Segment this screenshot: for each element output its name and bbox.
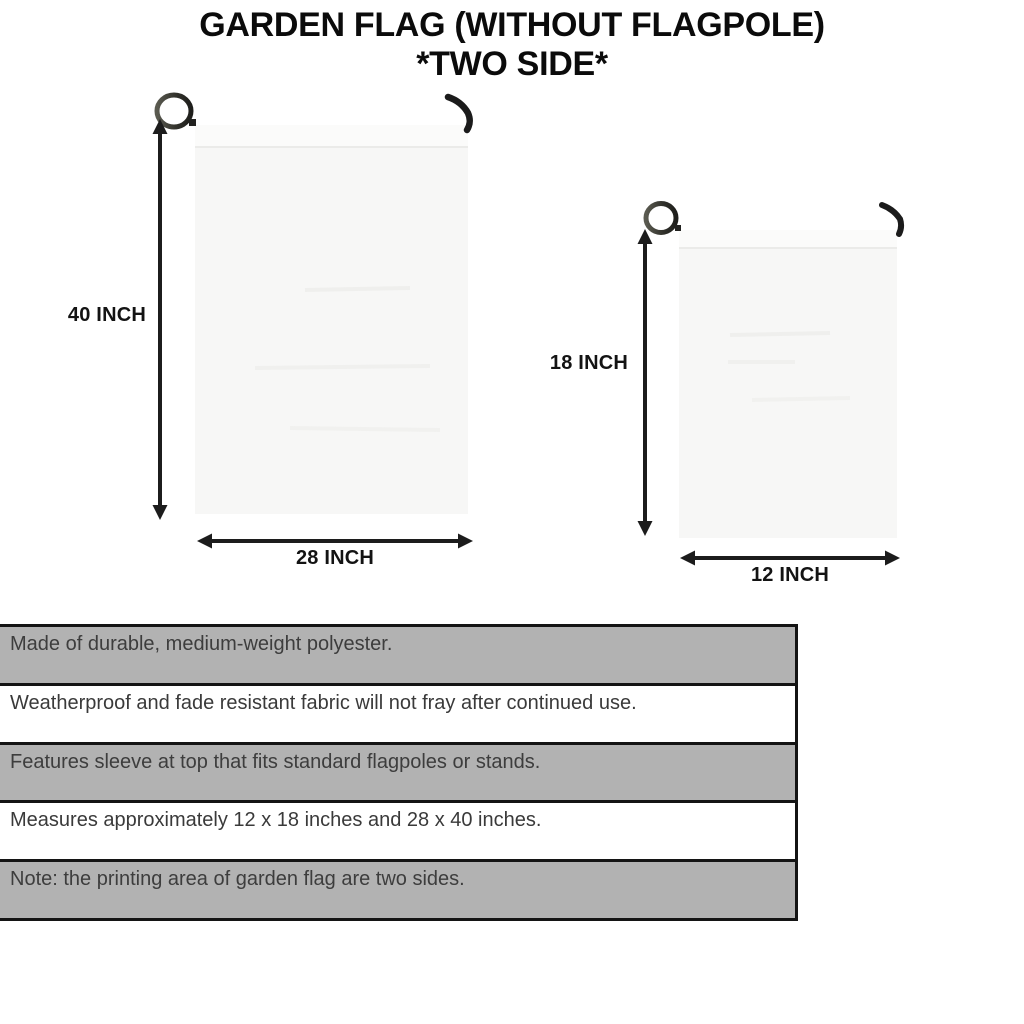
flagpole-clasp — [189, 119, 196, 126]
feature-text: Note: the printing area of garden flag are two sides. — [10, 868, 465, 891]
feature-row-measures — [0, 803, 795, 862]
page-title-line1: GARDEN FLAG (WITHOUT FLAGPOLE) — [199, 6, 825, 44]
fold-mark — [730, 333, 830, 335]
flagpole-clasp — [675, 225, 681, 231]
fold-mark — [290, 428, 440, 430]
feature-row-weatherproof — [0, 686, 795, 745]
large-flag-height-label: 40 INCH — [67, 304, 146, 326]
large-flag-sleeve — [195, 125, 468, 147]
arrowhead-right — [458, 534, 473, 549]
feature-text: Measures approximately 12 x 18 inches and 28 x 40 inches. — [10, 809, 542, 832]
feature-text: Features sleeve at top that fits standard flagpoles or stands. — [10, 750, 541, 773]
arrowhead-down — [638, 521, 653, 536]
small-flag-fabric — [679, 230, 897, 538]
small-flag-group — [638, 204, 902, 621]
flagpole-loop — [157, 95, 191, 127]
flagpole-loop — [646, 204, 676, 233]
hanger-hook-icon — [882, 205, 901, 234]
arrowhead-left — [197, 534, 212, 549]
page-title-line2: *TWO SIDE* — [416, 45, 608, 84]
small-flag-sleeve — [679, 230, 897, 248]
small-flag-width-label: 12 INCH — [750, 564, 830, 586]
feature-row-note — [0, 862, 795, 918]
feature-text: Weatherproof and fade resistant fabric will not fray after continued use. — [10, 691, 637, 714]
fold-mark — [305, 288, 410, 290]
fold-mark — [752, 398, 850, 400]
arrowhead-down — [153, 505, 168, 520]
large-flag-group — [153, 95, 474, 618]
feature-table — [0, 624, 798, 921]
large-flag-width-label: 28 INCH — [295, 547, 375, 569]
feature-text: Made of durable, medium-weight polyester. — [10, 633, 393, 655]
feature-row-material — [0, 627, 795, 686]
fold-mark — [255, 366, 430, 368]
small-flag-height-label: 18 INCH — [549, 352, 628, 374]
feature-row-sleeve — [0, 745, 795, 804]
large-flag-fabric — [195, 125, 468, 514]
